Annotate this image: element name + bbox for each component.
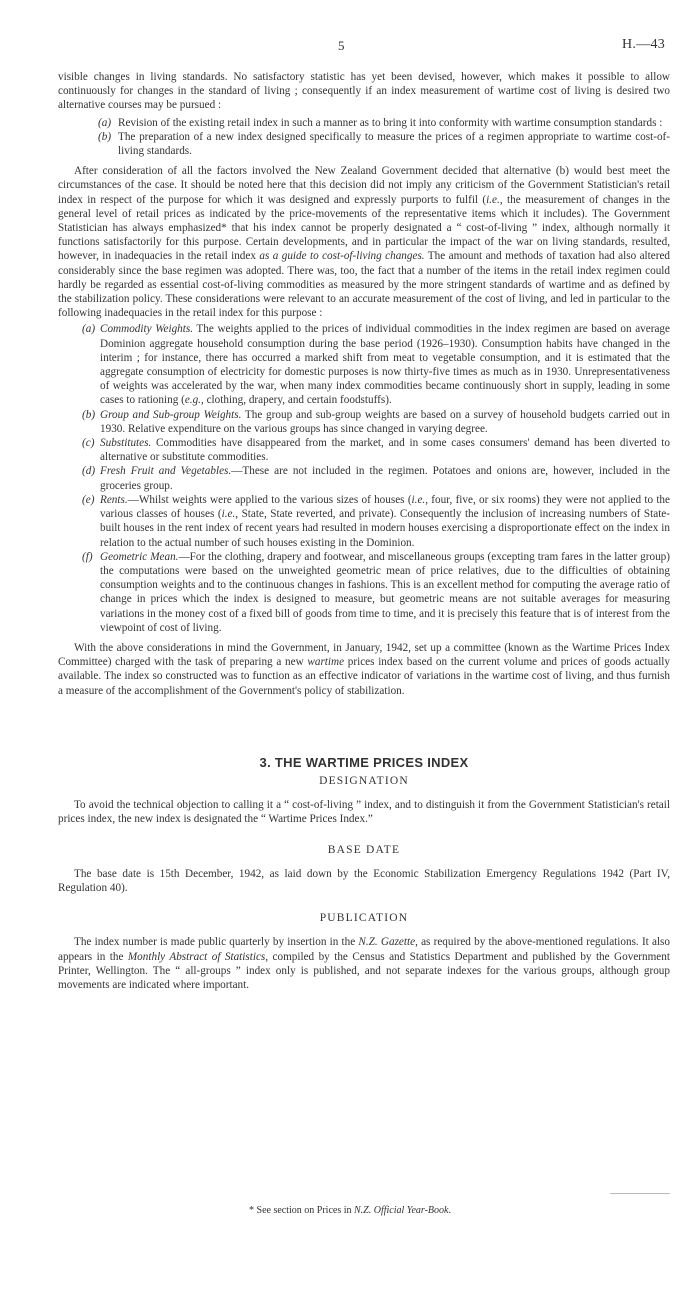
text-run: The amount and methods of taxation had also altered considerably since the base regimen was adopted. There was, too, the fact that a number of the items in the retail index regimen could hardly be regarded as essential cost-of-living commodities as measured by the more stringent standards of wartime and as defined by the stabilization policy. These considerations were relevant to an accurate measurement of the cost of living, and led in particular to the following inadequacies in the retail index for this purpose :: [58, 250, 671, 320]
item-text: Commodities have disappeared from the market, and in some cases consumers' demand has been diverted to alternative or substitute commodities.: [100, 437, 670, 464]
list-item: [58, 116, 670, 130]
section-title: 3. THE WARTIME PRICES INDEX: [259, 754, 469, 770]
page-number: 5: [338, 38, 345, 53]
item-title: Fresh Fruit and Vegetables.: [100, 465, 232, 478]
item-text: —These are not included in the regimen. Potatoes and onions are, however, included in the groceries group.: [100, 465, 671, 492]
italic-run: i.e.: [221, 508, 236, 521]
base-date-paragraph: The base date is 15th December, 1942, as laid down by the Economic Stabilization Emergency Regulations 1942 (Part IV, Regulation 40).: [58, 867, 670, 894]
list-text: Revision of the existing retail index in such a manner as to bring it into conformity with wartime consumption standards :: [118, 116, 663, 129]
italic-run: i.e.: [486, 193, 500, 206]
italic-run: i.e.: [411, 493, 426, 506]
text-run: prices index based on the current volume and prices of goods actually available. The index so constructed was to function as an effective indicator of variations in the wartime cost of living, and thus furnish a measure of the accomplishment of the Government's policy of stabilization.: [58, 656, 671, 697]
item-text: —For the clothing, drapery and footwear, and miscellaneous groups (excepting tram fares in the latter group) the computations were based on the unweighted geometric mean of price relatives, due to the difficulties of obtaining consumption weights and to the continuous changes in fashions. This is an excellent method for computing the average ratio of change in prices which the index is designed to measure, but geometric means are not suitable averages for measuring variations in the money cost of a fixed bill of goods from time to time, and it is precisely this feature that is of interest from the viewpoint of cost of living.: [100, 550, 670, 634]
list-label: (e): [82, 493, 95, 506]
list-label: (b): [98, 130, 112, 143]
publication-heading: PUBLICATION: [319, 912, 409, 925]
list-text: The preparation of a new index designed specifically to measure the prices of a regimen appropriate to wartime cost-of-living standards.: [118, 130, 670, 158]
text-run: After consideration of all the factors involved the New Zealand Government decided that alternative (b) would best meet the circumstances of the case. It should be noted here that this decision did not imply any criticism of the Government Statistician's retail index in respect of the purpose for which it was designed and expressly purports to fulfil (: [58, 165, 670, 206]
text-run: The index number is made public quarterly by insertion in the: [74, 936, 359, 949]
decision-paragraph: [58, 164, 670, 320]
document-reference: H.—43: [622, 37, 666, 52]
text-run: With the above considerations in mind the Government, in January, 1942, set up a committee (known as the Wartime Prices Index Committee) charged with the task of preparing a new: [58, 641, 670, 669]
base-date-heading: BASE DATE: [327, 843, 401, 856]
italic-run: N.Z. Gazette: [358, 936, 416, 949]
item-title: Rents.: [100, 493, 128, 506]
item-text: , State, State reverted, and private). Consequently the inclusion of increasing numbers of State-built houses in the rent index of recent years had resulted in modern houses exercising a disproportionate effect on the index in relation to the actual number of such houses existing in the Dominion.: [100, 508, 670, 549]
publication-paragraph: [58, 935, 670, 992]
list-item: [58, 464, 670, 492]
item-text: —Whilst weights were applied to the various sizes of houses (: [127, 493, 412, 506]
text-run: , the measurement of changes in the general level of retail prices as indicated by the price-movements of the representative items which it includes). The Government Statistician has always emphasized* that his index cannot be properly designated a “ cost-of-living ” index, although normally it functions satisfactorily for this purpose. Certain developments, and in particular the impact of the war on living standards, resulted, however, in inadequacies in the retail index: [58, 193, 670, 263]
inadequacies-list: [58, 322, 670, 634]
list-item: [58, 550, 670, 635]
list-item: [58, 130, 670, 158]
list-item: [58, 436, 670, 464]
item-text: The group and sub-group weights are based on a survey of household budgets carried out in 1930. Relative expenditure on the various groups has since changed in varying degree.: [100, 408, 670, 435]
committee-paragraph: [58, 641, 670, 698]
list-item: [58, 322, 670, 407]
item-text: , clothing, drapery, and certain foodstuffs).: [200, 394, 392, 407]
italic-run: Monthly Abstract of Statistics: [127, 950, 266, 963]
list-label: (f): [82, 550, 93, 563]
footnote-divider: [610, 1193, 670, 1194]
text-run: * See section on Prices in: [249, 1205, 355, 1216]
item-title: Group and Sub-group Weights.: [100, 408, 242, 421]
list-label: (a): [98, 116, 112, 129]
text-run: , compiled by the Census and Statistics Department and published by the Government Printer, Wellington. The “ all-groups ” index only is published, and not separate indexes for the various groups, although group movements are indicated where important.: [58, 950, 670, 991]
item-title: Substitutes.: [100, 437, 152, 450]
text-run: , as required by the above-mentioned regulations. It also appears in the: [58, 936, 670, 963]
alternative-courses-list: [58, 116, 670, 159]
item-title: Geometric Mean.: [100, 550, 179, 563]
italic-run: N.Z. Official Year-Book: [354, 1205, 449, 1216]
designation-heading: DESIGNATION: [319, 774, 409, 787]
list-item: [58, 408, 670, 436]
item-text: , four, five, or six rooms) they were not applied to the various classes of houses (: [100, 493, 670, 521]
item-title: Commodity Weights.: [100, 323, 194, 336]
text-run: .: [448, 1205, 451, 1216]
italic-run: wartime: [307, 656, 345, 669]
list-label: (d): [82, 465, 96, 478]
footnote: [0, 1204, 700, 1218]
italic-run: e.g.: [184, 394, 201, 407]
designation-paragraph: To avoid the technical objection to calling it a “ cost-of-living ” index, and to distinguish it from the Government Statistician's retail prices index, the new index is designated the “ Wartime Prices Index.”: [58, 799, 670, 826]
item-text: The weights applied to the prices of individual commodities in the index regimen are based on average Dominion aggregate household consumption during the base period (1926–1930). Consumption habits have changed in the interim ; for instance, there has occurred a marked shift from meat to vegetable consumption, and it is estimated that the aggregate consumption of electricity for domestic purposes is now thirty-five times as much as in 1930. Unrepresentativeness of weights was accelerated by the war, when many index commodities became continuously short in supply, leading in some cases to rationing (: [100, 323, 670, 407]
list-label: (c): [82, 437, 95, 450]
list-item: [58, 493, 670, 550]
intro-paragraph: visible changes in living standards. No satisfactory statistic has yet been devised, however, which makes it possible to allow continuously for changes in the standard of living ; consequently if an index measurement of wartime cost of living is desired two alternative courses may be pursued :: [58, 71, 670, 112]
list-label: (a): [82, 323, 96, 336]
page-body: [58, 70, 670, 992]
italic-run: as a guide to cost-of-living changes.: [259, 250, 425, 263]
list-label: (b): [82, 408, 96, 421]
